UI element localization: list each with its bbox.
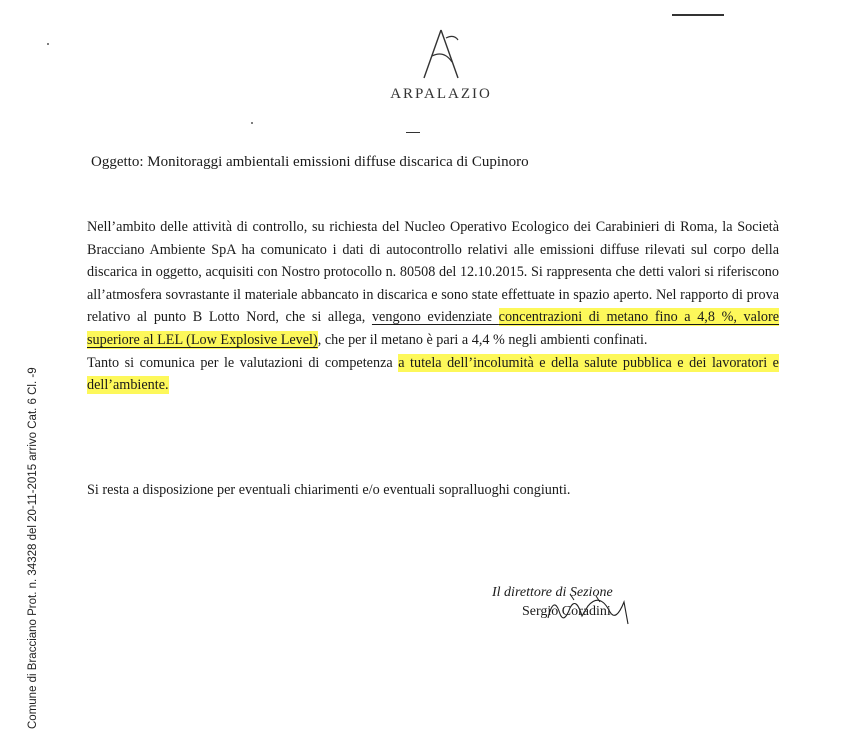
handwritten-signature-icon [540,588,640,628]
logo-dash [406,132,420,133]
subject-line: Oggetto: Monitoraggi ambientali emissioni diffuse discarica di Cupinoro [91,154,529,170]
paragraph-2 [87,352,779,397]
scan-mark [672,14,724,16]
arpalazio-logo-icon [418,28,464,86]
p2-text: Tanto si comunica per le valutazioni di competenza [87,354,399,371]
p1-tail: , che per il metano è pari a 4,4 % negli ambienti confinati. [317,331,648,348]
protocol-stamp: Comune di Bracciano Prot. n. 34328 del 20-11-2015 arrivo Cat. 6 Cl. -9 [27,367,39,729]
header-logo [376,28,506,118]
p1-highlight: concentrazioni di metano fino a 4,8 %, valore superiore al LEL (Low Explosive Level) [87,309,780,348]
letter-body [87,216,779,397]
scan-speck [251,122,253,124]
signature-role: Il direttore di Sezione [492,585,613,600]
paragraph-1 [87,216,779,352]
signature-name: Sergio Coradini [522,604,611,619]
logo-name: ARPALAZIO [390,86,492,102]
p1-text: Nell’ambito delle attività di controllo, su richiesta del Nucleo Operativo Ecologico dei Carabinieri di Roma, la Società Bracciano Ambiente SpA ha comunicato i dati di autocontrollo relativi alle emissioni diffuse rilevati sul corpo della discarica in oggetto, acquisiti con Nostro protocollo n. 80508 del 12.10.2015. Si rappresenta che detti valori si riferiscono all’atmosfera sovrastante il materiale abbancato in discarica e sono state effettuate in spazio aperto. Nel rapporto di prova relativo al punto B Lotto Nord, che si allega, [87,219,779,326]
scan-speck [47,43,49,45]
closing-line: Si resta a disposizione per eventuali chiarimenti e/o eventuali sopralluoghi congiunti. [87,482,571,498]
p1-underlined: vengono evidenziate [371,309,499,326]
p2-highlight: a tutela dell’incolumità e della salute pubblica e dei lavoratori e dell’ambiente. [87,354,779,394]
